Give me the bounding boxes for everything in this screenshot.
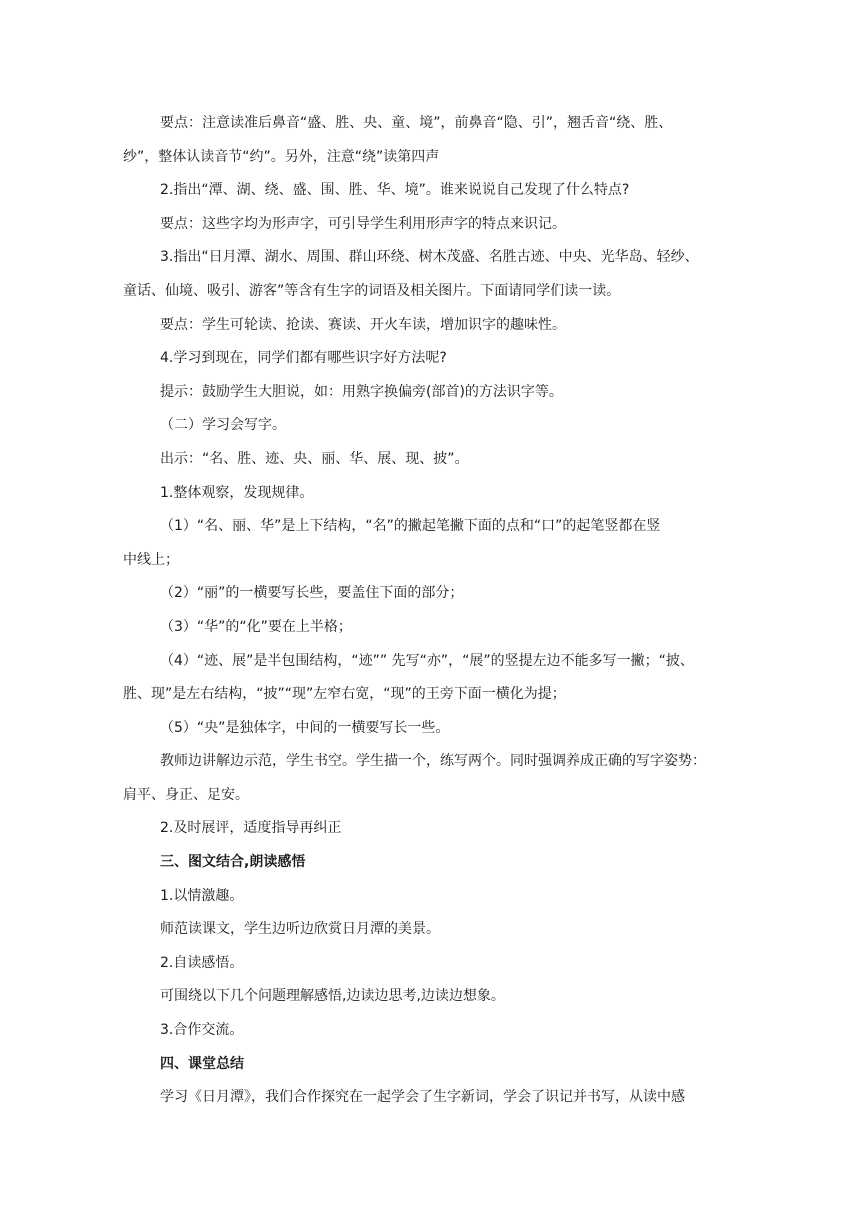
section-heading: 三、图文结合,朗读感悟 [160,854,306,871]
paragraph-line: 2.指出“潭、湖、绕、盛、围、胜、华、境”。谁来说说自己发现了什么特点? [160,182,630,199]
paragraph-line: 2.及时展评，适度指导再纠正 [160,820,342,837]
paragraph-line: （5）“央”是独体字，中间的一横要写长一些。 [160,719,450,736]
paragraph-line: 纱”，整体认读音节“约”。另外，注意“绕”读第四声 [123,148,440,165]
paragraph-line: （2）“丽”的一横要写长些，要盖住下面的部分； [160,585,464,602]
paragraph-line: 要点：注意读准后鼻音“盛、胜、央、童、境”，前鼻音“隐、引”，翘舌音“绕、胜、 [160,115,673,131]
section-heading: 四、课堂总结 [160,1055,244,1072]
paragraph-line: 出示：“名、胜、迹、央、丽、华、展、现、披”。 [160,450,469,467]
paragraph-line: （4）“迹、展”是半包围结构，“迹”” 先写“亦”，“展”的竖提左边不能多写一撇；“披、 [160,652,694,669]
paragraph-line: 师范读课文，学生边听边欣赏日月潭的美景。 [160,921,440,938]
paragraph-line: （1）“名、丽、华”是上下结构，“名”的撇起笔撇下面的点和“口”的起笔竖都在竖 [160,518,661,535]
paragraph-line: （二）学习会写字。 [160,417,286,434]
paragraph-line: 4.学习到现在，同学们都有哪些识字好方法呢? [160,350,447,367]
paragraph-line: 要点：这些字均为形声字，可引导学生利用形声字的特点来识记。 [160,215,566,232]
paragraph-line: 教师边讲解边示范，学生书空。学生描一个，练写两个。同时强调养成正确的写字姿势： [160,753,706,770]
paragraph-line: 3.指出“日月潭、湖水、周围、群山环绕、树木茂盛、名胜古迹、中央、光华岛、轻纱、 [160,249,699,266]
paragraph-line: 2.自读感悟。 [160,954,244,971]
paragraph-line: 中线上； [123,551,179,568]
document-body [123,109,743,1117]
paragraph-line: 肩平、身正、足安。 [123,786,249,803]
paragraph-line: 3.合作交流。 [160,1022,244,1039]
paragraph-line: 可围绕以下几个问题理解感悟,边读边思考,边读边想象。 [160,988,505,1005]
paragraph-line: 1.整体观察，发现规律。 [160,484,314,501]
paragraph-line: 要点：学生可轮读、抢读、赛读、开火车读，增加识字的趣味性。 [160,316,566,333]
paragraph-line: 胜、现”是左右结构，“披”“现”左窄右宽，“现”的王旁下面一横化为提； [123,686,566,703]
paragraph-line: （3）“华”的“化”要在上半格； [160,618,352,635]
paragraph-line: 1.以情激趣。 [160,887,244,904]
paragraph-line: 童话、仙境、吸引、游客”等含有生字的词语及相关图片。下面请同学们读一读。 [123,282,621,299]
paragraph-line: 提示：鼓励学生大胆说，如：用熟字换偏旁(部首)的方法识字等。 [160,383,563,400]
paragraph-line: 学习《日月潭》，我们合作探究在一起学会了生字新词，学会了识记并书写，从读中感 [160,1089,685,1106]
